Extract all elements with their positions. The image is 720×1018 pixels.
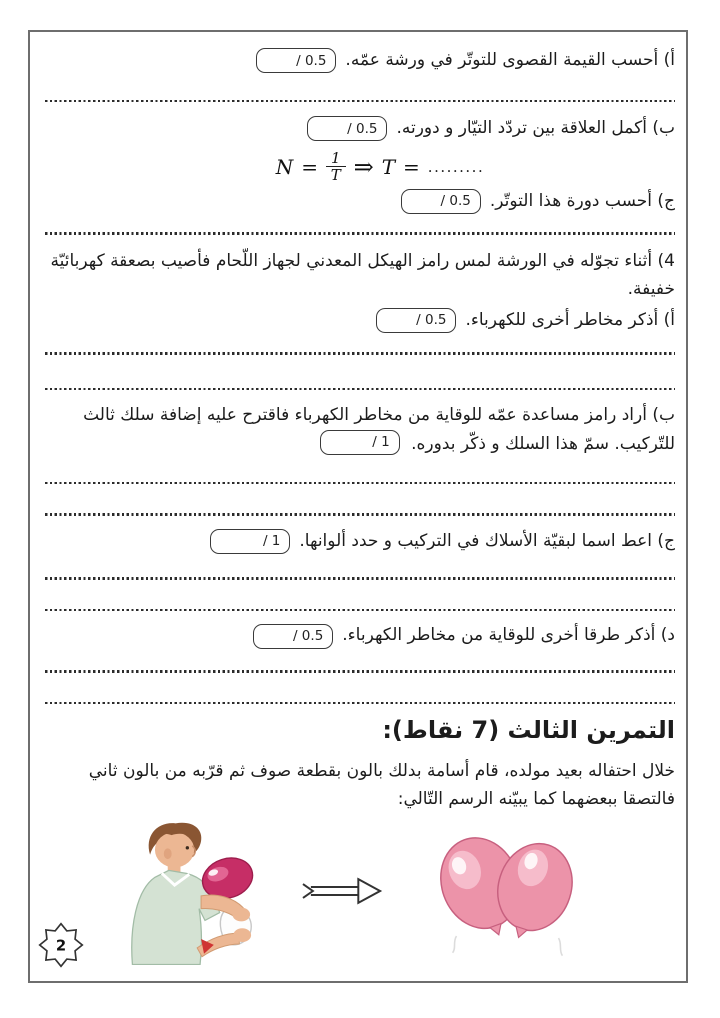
score-box-4c (210, 529, 290, 554)
fraction-one-over-T (326, 150, 346, 184)
question-4d-text: د) أذكر طرقا أخرى للوقاية من مخاطر الكهرباء. (342, 625, 675, 646)
answer-dotted-line (45, 482, 675, 485)
boy-ear (164, 848, 172, 859)
answer-dotted-line (45, 513, 675, 516)
score-value: / 0.5 (440, 193, 471, 210)
boy-rubbing-balloon-illustration (103, 817, 255, 965)
question-4b-text: ب) أراد رامز مساعدة عمّه للوقاية من مخاطر الكهرباء فاقترح عليه إضافة سلك ثالث للتّركيب. سمّ هذا السلك و ذكّر بدوره. (83, 405, 675, 454)
score-value: / 1 (372, 434, 390, 451)
fraction-numerator: 1 (326, 150, 346, 168)
answer-dotted-line (45, 352, 675, 355)
implies-arrow-icon: ⇒ (353, 152, 374, 181)
fraction-denominator: T (330, 166, 341, 185)
question-4a-text: أ) أذكر مخاطر أخرى للكهرباء. (465, 309, 675, 330)
answer-dotted-line (45, 670, 675, 673)
boy-head (155, 832, 194, 867)
answer-dotted-line (45, 609, 675, 612)
question-4d (45, 623, 675, 649)
question-4b (45, 401, 675, 457)
score-value: / 1 (262, 533, 281, 550)
score-box-2c (401, 189, 481, 214)
score-value: / 0.5 (296, 52, 327, 69)
question-4c-text: ج) اعط اسما لبقيّة الأسلاك في التركيب و حدد ألوانها. (299, 530, 675, 551)
question-2c (45, 189, 675, 215)
answer-dotted-line (45, 702, 675, 705)
page-content (45, 38, 675, 965)
question-2a (45, 48, 675, 74)
score-value: / 0.5 (347, 120, 378, 137)
exercise3-title: التمرين الثالث (7 نقاط): (382, 716, 675, 745)
formula-answer-dots: ......... (427, 157, 485, 176)
arrow-head (358, 879, 380, 903)
score-box-4a (376, 308, 456, 333)
formula-frequency-period (85, 150, 675, 184)
right-balloon-string (558, 938, 562, 956)
equals-sign: = (403, 154, 420, 179)
boy-hand-lower (233, 928, 251, 942)
answer-dotted-line (45, 232, 675, 235)
equals-sign: = (301, 154, 319, 179)
question-2a-text: أ) أحسب القيمة القصوى للتوتّر في ورشة عمّه. (345, 50, 675, 70)
boy-eye (186, 846, 189, 849)
page-number-badge (36, 920, 86, 970)
score-box-4d (253, 624, 333, 649)
question-2c-text: ج) أحسب دورة هذا التوتّر. (489, 190, 675, 211)
answer-dotted-line (45, 388, 675, 391)
formula-lhs: N (275, 154, 294, 179)
part4-intro: 4) أثناء تجوّله في الورشة لمس رامز الهيكل المعدني لجهاز اللّحام فأصيب بصعقة كهربائيّة خفيفة. (50, 250, 675, 299)
score-box-2b (307, 116, 387, 141)
score-box-4b (320, 430, 400, 455)
left-balloon-string (453, 936, 457, 953)
question-2b-text: ب) أكمل العلاقة بين تردّد التيّار و دورته. (396, 118, 675, 139)
score-value: / 0.5 (292, 628, 324, 645)
question-4c (45, 529, 675, 555)
answer-dotted-line (45, 100, 675, 103)
experiment-figure (45, 817, 675, 965)
formula-rhs: T (381, 154, 396, 179)
score-value: / 0.5 (416, 312, 447, 329)
arrow-right-icon (301, 873, 385, 909)
question-2b (45, 116, 675, 142)
page-number: 2 (55, 937, 67, 955)
score-box-2a (256, 48, 336, 73)
boy-hand-upper (232, 907, 250, 921)
question-4a (45, 308, 675, 334)
answer-dotted-line (45, 577, 675, 580)
exercise3-intro: خلال احتفاله بعيد مولده، قام أسامة بدلك بالون بقطعة صوف ثم قرّبه من بالون ثاني فالتصقا ببعضهما كما يبيّنه الرسم التّالي: (88, 760, 675, 809)
two-balloons-stuck-illustration (431, 821, 583, 961)
